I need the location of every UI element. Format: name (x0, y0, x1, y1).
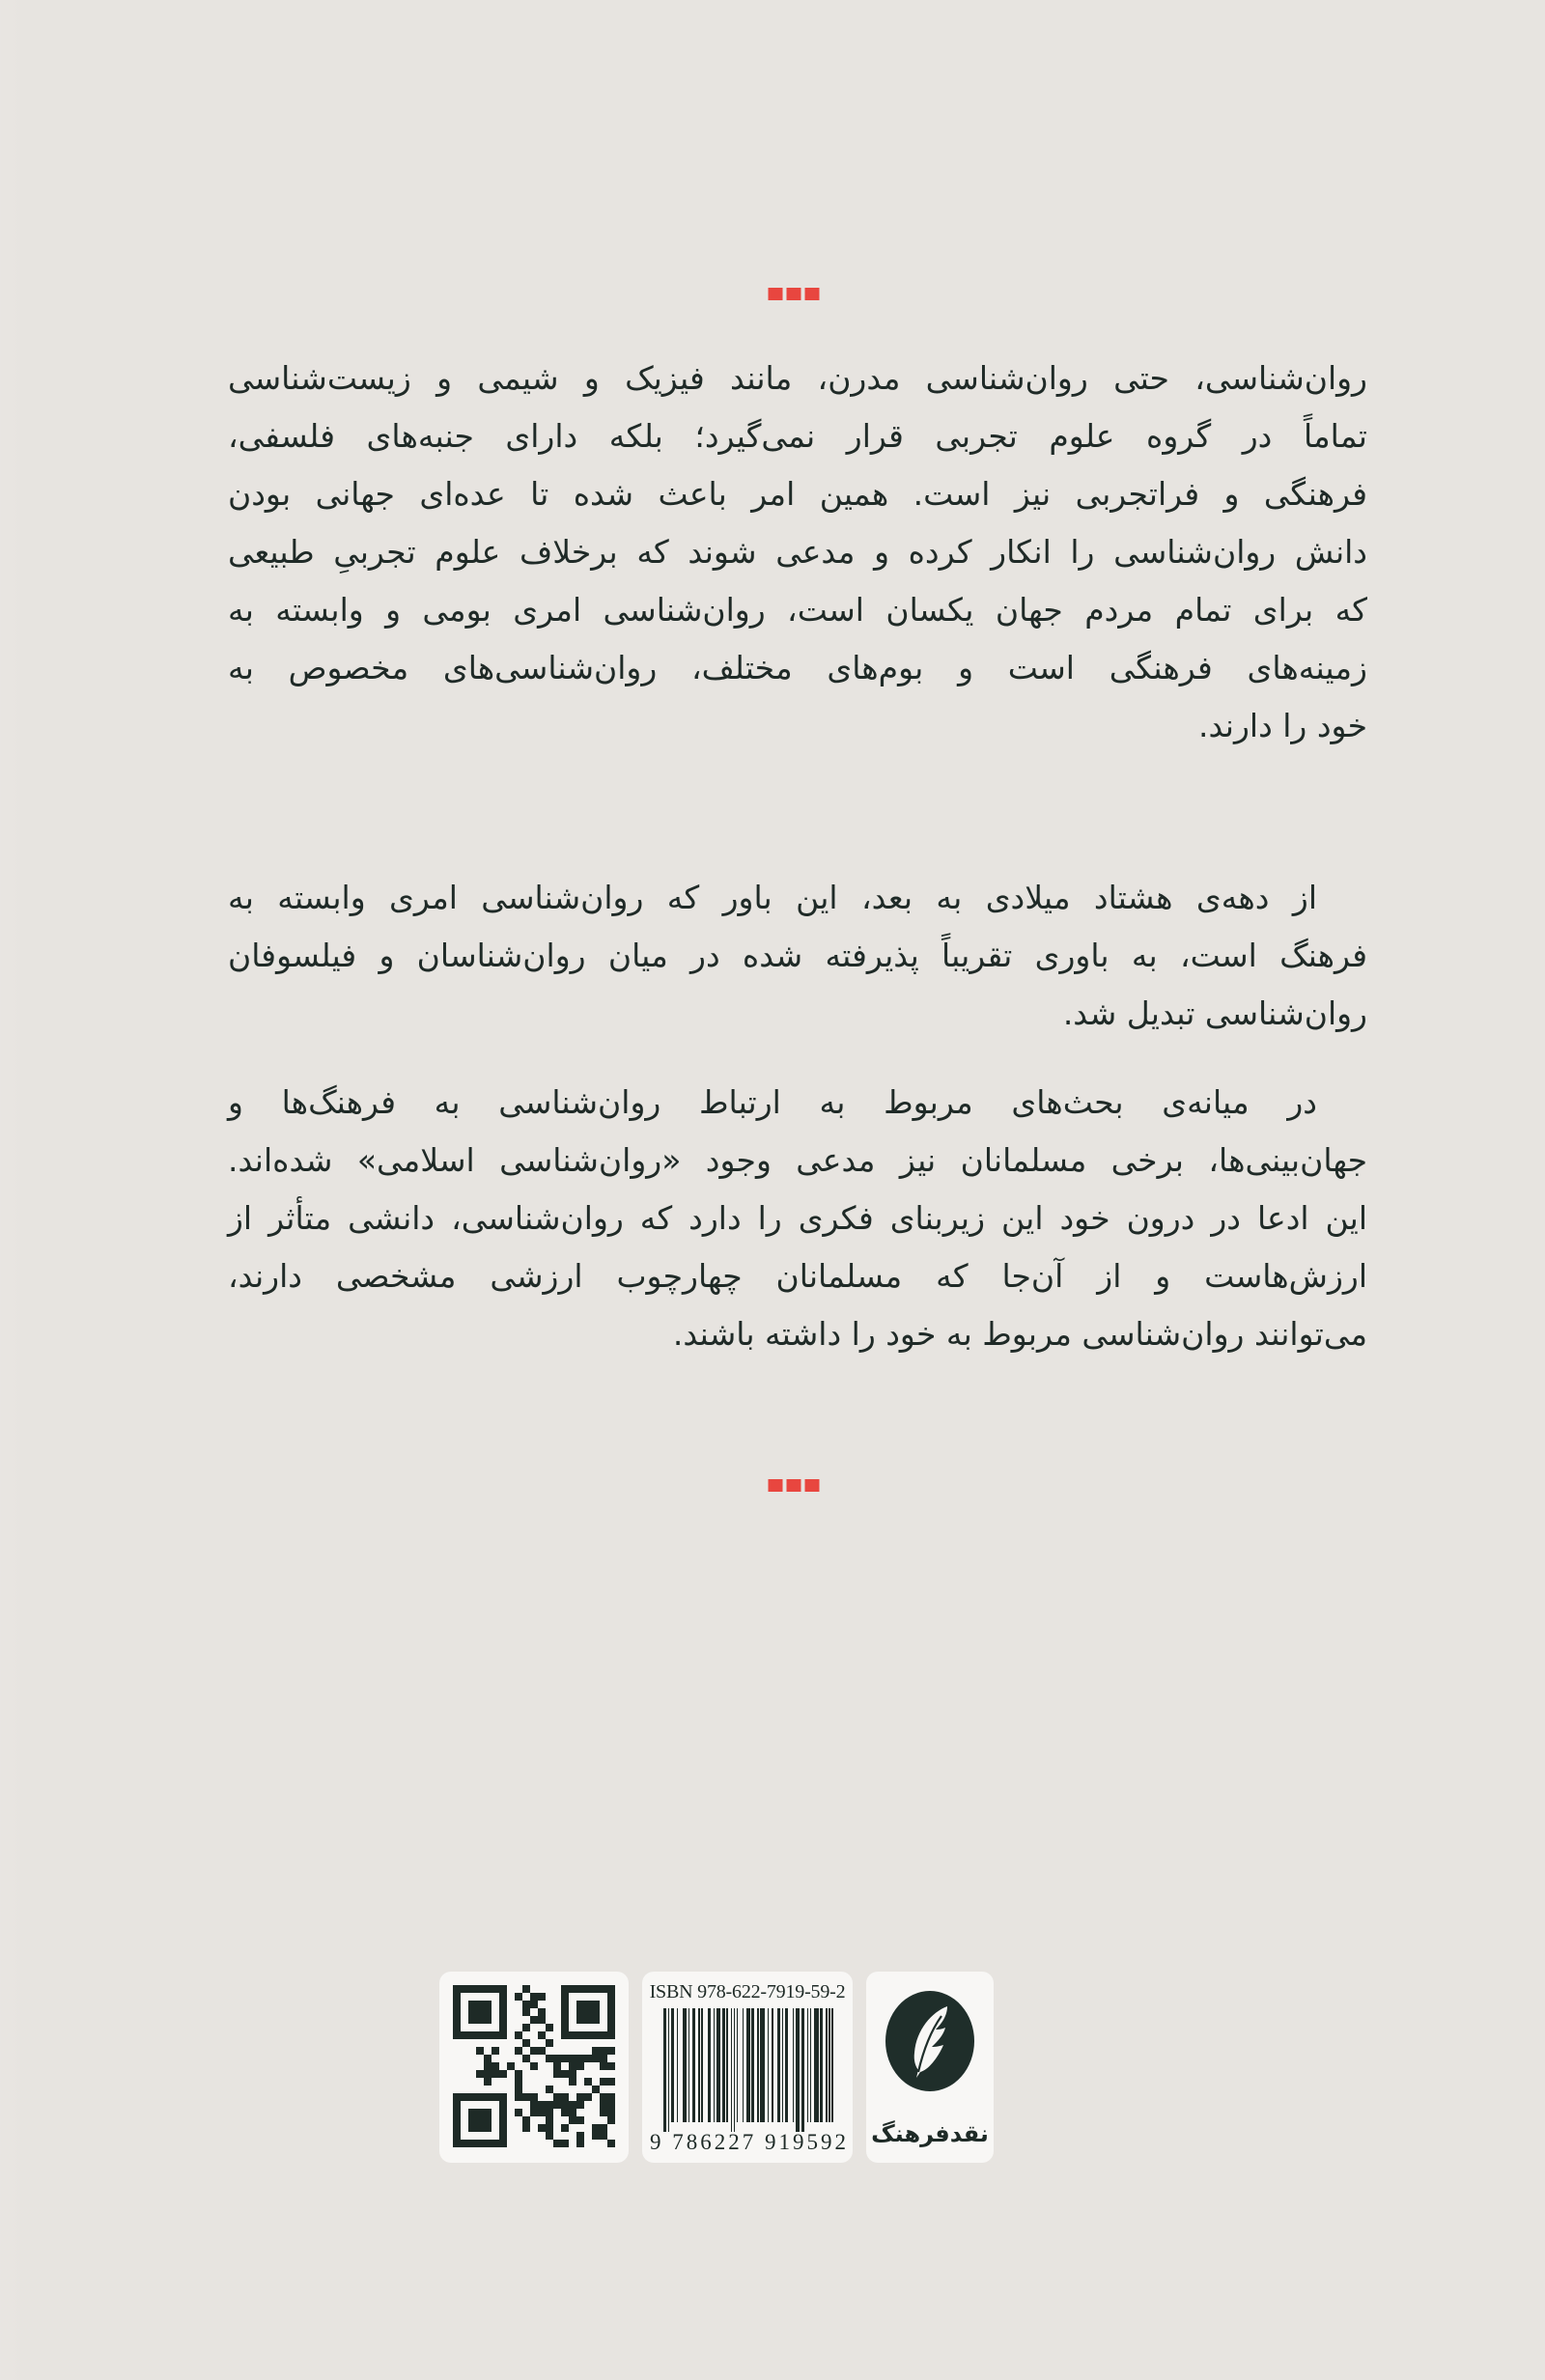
isbn-barcode-panel (642, 1972, 853, 2163)
text-line: ارزش‌هاست و از آن‌جا که مسلمانان چهارچوب ارزشی مشخصی دارند، (228, 1257, 1367, 1295)
separator-bottom (769, 1479, 820, 1492)
text-line: در میانه‌ی بحث‌های مربوط به ارتباط روان‌شناسی به فرهنگ‌ها و (228, 1083, 1317, 1121)
text-line: این ادعا در درون خود این زیربنای فکری را دارد که روان‌شناسی، دانشی متأثر از (228, 1199, 1367, 1237)
text-line: خود را دارند. (1197, 707, 1367, 744)
text-line: فرهنگ است، به باوری تقریباً پذیرفته شده در میان روان‌شناسان و فیلسوفان (228, 937, 1367, 974)
text-line: دانش روان‌شناسی را انکار کرده و مدعی شوند که برخلاف علوم تجربیِ طبیعی (228, 533, 1367, 571)
text-line: از دهه‌ی هشتاد میلادی به بعد، این باور که روان‌شناسی امری وابسته به (228, 879, 1317, 916)
blurb-paragraph-3 (228, 1074, 1367, 1363)
text-line: تماماً در گروه علوم تجربی قرار نمی‌گیرد؛ بلکه دارای جنبه‌های فلسفی، (228, 417, 1367, 455)
barcode-digits: 9 786227 919592 (650, 2130, 849, 2154)
qr-code-icon (453, 1985, 615, 2147)
text-line: جهان‌بینی‌ها، برخی مسلمانان نیز مدعی وجود «روان‌شناسی اسلامی» شده‌اند. (228, 1141, 1367, 1179)
red-square-icon (769, 288, 783, 300)
publisher-logo-panel (866, 1972, 994, 2163)
publisher-name: نقدفرهنگ (871, 2120, 989, 2147)
text-line: روان‌شناسی، حتی روان‌شناسی مدرن، مانند فیزیک و شیمی و زیست‌شناسی (228, 359, 1367, 397)
red-square-icon (769, 1479, 783, 1492)
isbn-label: ISBN 978-622-7919-59-2 (649, 1981, 846, 2002)
separator-top (769, 288, 820, 300)
qr-code-panel (439, 1972, 629, 2163)
text-line: روان‌شناسی تبدیل شد. (1062, 994, 1367, 1032)
red-square-icon (787, 1479, 801, 1492)
footer-row (439, 1972, 994, 2163)
barcode-icon (663, 2008, 833, 2132)
red-square-icon (787, 288, 801, 300)
red-square-icon (805, 1479, 820, 1492)
publisher-logo-circle (885, 1991, 974, 2091)
blurb-paragraph-1 (228, 350, 1367, 755)
text-line: فرهنگی و فراتجربی نیز است. همین امر باعث شده تا عده‌ای جهانی بودن (228, 475, 1367, 513)
text-line: می‌توانند روان‌شناسی مربوط به خود را داشته باشند. (672, 1315, 1367, 1353)
text-line: زمینه‌های فرهنگی است و بوم‌های مختلف، روان‌شناسی‌های مخصوص به (228, 649, 1367, 686)
blurb-paragraph-2 (228, 869, 1367, 1043)
feather-quill-icon (903, 2002, 957, 2080)
text-line: که برای تمام مردم جهان یکسان است، روان‌شناسی امری بومی و وابسته به (228, 591, 1367, 629)
red-square-icon (805, 288, 820, 300)
